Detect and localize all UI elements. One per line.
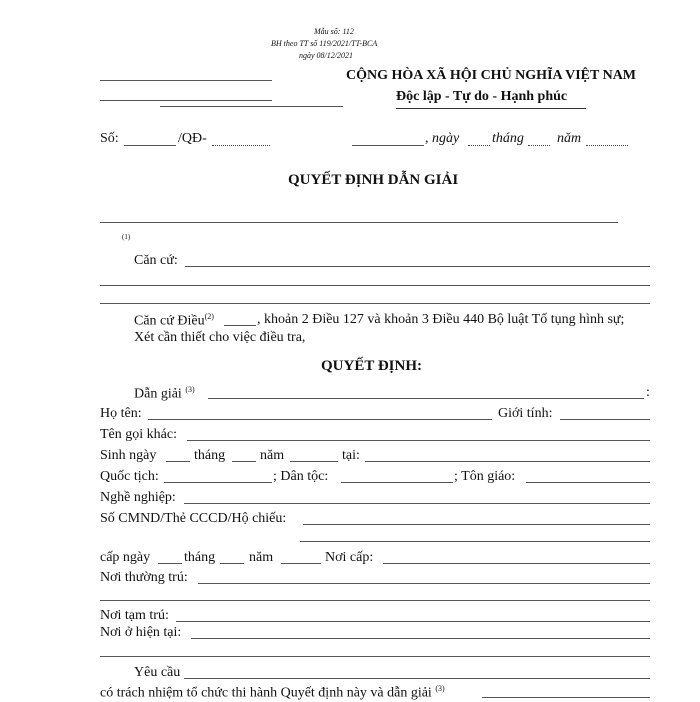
article-field[interactable] <box>224 325 256 326</box>
id-number-field[interactable] <box>303 524 650 525</box>
date-day-field[interactable] <box>468 145 490 146</box>
responsibility-field[interactable] <box>482 697 650 698</box>
basis-field-3[interactable] <box>100 303 650 304</box>
issue-month-label: tháng <box>184 550 216 565</box>
date-year-label: năm <box>557 131 582 146</box>
dob-month-label: tháng <box>194 448 226 463</box>
current-address-label: Nơi ở hiện tại: <box>100 625 182 640</box>
legal-basis-suffix: , khoản 2 Điều 127 và khoản 3 Điều 440 Bộ luật Tố tụng hình sự; <box>257 312 625 327</box>
dob-day-field[interactable] <box>166 461 190 462</box>
ethnicity-label: ; Dân tộc: <box>273 469 329 484</box>
consideration-text: Xét cần thiết cho việc điều tra, <box>134 330 306 345</box>
alias-label: Tên gọi khác: <box>100 427 177 442</box>
date-year-field[interactable] <box>586 145 628 146</box>
id-number-label: Số CMND/Thẻ CCCD/Hộ chiếu: <box>100 511 287 526</box>
motto: Độc lập - Tự do - Hạnh phúc <box>396 89 568 104</box>
legal-basis-text <box>134 312 214 330</box>
issue-year-field[interactable] <box>281 563 321 564</box>
request-label: Yêu cầu <box>134 665 181 680</box>
issue-date-label: cấp ngày <box>100 550 151 565</box>
document-title: QUYẾT ĐỊNH DẪN GIẢI <box>288 172 459 188</box>
number-field[interactable] <box>124 145 176 146</box>
alias-field[interactable] <box>187 440 650 441</box>
temporary-address-field[interactable] <box>176 621 650 622</box>
current-address-field[interactable] <box>191 638 650 639</box>
issue-year-label: năm <box>249 550 274 565</box>
birthplace-label: tại: <box>342 448 360 463</box>
permanent-address-field[interactable] <box>198 583 650 584</box>
temporary-address-label: Nơi tạm trú: <box>100 608 169 623</box>
number-label: Số: <box>100 131 119 146</box>
agency-line-1 <box>100 80 272 81</box>
motto-underline <box>396 108 586 109</box>
authority-line[interactable] <box>100 222 618 223</box>
form-issued-date: ngày 08/12/2021 <box>299 51 353 60</box>
issue-place-label: Nơi cấp: <box>325 550 374 565</box>
birthplace-field[interactable] <box>365 461 650 462</box>
legal-basis-prefix: Căn cứ Điều <box>134 313 205 329</box>
occupation-field[interactable] <box>184 503 650 504</box>
dob-year-label: năm <box>260 448 285 463</box>
full-name-label: Họ tên: <box>100 406 142 421</box>
basis-field-1[interactable] <box>185 266 650 267</box>
permanent-address-field-2[interactable] <box>100 600 650 601</box>
gender-field[interactable] <box>560 419 650 420</box>
occupation-label: Nghề nghiệp: <box>100 490 176 505</box>
escort-field[interactable] <box>208 398 644 399</box>
legal-basis-note: (2) <box>204 312 214 321</box>
full-name-field[interactable] <box>148 419 492 420</box>
date-month-label: tháng <box>492 131 524 146</box>
note-1: (1) <box>122 233 131 241</box>
nationality-field[interactable] <box>164 482 272 483</box>
current-address-field-2[interactable] <box>100 656 650 657</box>
escort-label-text: Dẫn giải <box>134 386 182 402</box>
issue-place-field[interactable] <box>383 563 650 564</box>
nation-heading: CỘNG HÒA XÃ HỘI CHỦ NGHĨA VIỆT NAM <box>346 68 637 83</box>
basis-label: Căn cứ: <box>134 253 178 268</box>
responsibility-text-body: có trách nhiệm tổ chức thi hành Quyết định này và dẫn giải <box>100 685 432 701</box>
decision-code-field[interactable] <box>212 145 270 146</box>
decision-heading: QUYẾT ĐỊNH: <box>321 358 422 374</box>
issue-day-field[interactable] <box>158 563 182 564</box>
agency-line-2 <box>100 100 272 101</box>
request-field[interactable] <box>184 678 650 679</box>
religion-field[interactable] <box>526 482 650 483</box>
escort-label <box>134 385 195 403</box>
form-issued-by: BH theo TT số 119/2021/TT-BCA <box>271 39 378 48</box>
escort-note: (3) <box>185 385 195 394</box>
id-number-field-2[interactable] <box>300 541 650 542</box>
nationality-label: Quốc tịch: <box>100 469 159 484</box>
agency-line-3 <box>160 106 343 107</box>
dob-month-field[interactable] <box>232 461 256 462</box>
responsibility-text <box>100 684 445 702</box>
issue-month-field[interactable] <box>220 563 244 564</box>
permanent-address-label: Nơi thường trú: <box>100 570 188 585</box>
escort-colon: : <box>646 385 650 400</box>
date-day-label: , ngày <box>425 131 460 146</box>
basis-field-2[interactable] <box>100 285 650 286</box>
ethnicity-field[interactable] <box>341 482 453 483</box>
dob-year-field[interactable] <box>290 461 338 462</box>
decision-code-label: /QĐ- <box>178 131 207 146</box>
religion-label: ; Tôn giáo: <box>454 469 516 484</box>
dob-label: Sinh ngày <box>100 448 157 463</box>
gender-label: Giới tính: <box>498 406 553 421</box>
form-number: Mẫu số: 112 <box>314 27 354 36</box>
date-month-field[interactable] <box>528 145 550 146</box>
responsibility-note: (3) <box>435 684 445 693</box>
place-field[interactable] <box>352 145 424 146</box>
